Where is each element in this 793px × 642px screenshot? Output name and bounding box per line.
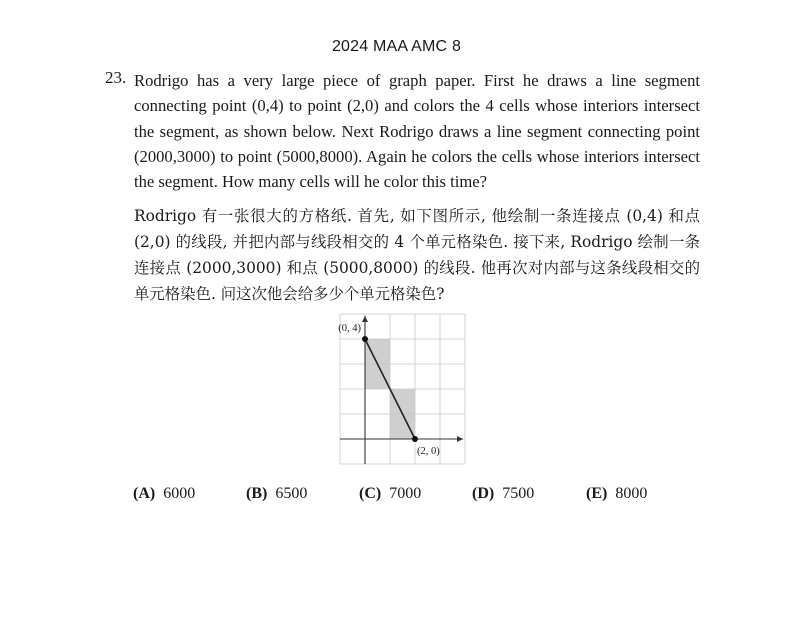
choice-b-label: (B): [246, 485, 268, 502]
answer-choices: [0, 485, 793, 507]
graph-figure: [332, 312, 494, 467]
shaded-cell: [390, 414, 415, 439]
y-axis-arrow: [362, 316, 368, 322]
choice-c-label: (C): [359, 485, 382, 502]
page-header: 2024 MAA AMC 8: [331, 38, 462, 55]
choice-a-value: 6000: [163, 485, 196, 502]
shaded-cell: [390, 389, 415, 414]
label-end-point: (2, 0): [417, 446, 440, 457]
x-axis-arrow: [457, 436, 463, 442]
problem-text-english: Rodrigo has a very large piece of graph paper. First he draws a line segment connecting point (0,4) to point (2,0) and colors the 4 cells whose interiors intersect the segment, as shown below. Next Rodrigo draws a line segment connecting point (2000,3000) to point (5000,8000). Again he colors the cells whose interiors intersect the segment. How many cells will he color this time?: [134, 71, 700, 192]
graph-svg: [332, 312, 494, 467]
choice-e-label: (E): [586, 485, 608, 502]
choice-c-value: 7000: [389, 485, 422, 502]
choice-d-value: 7500: [502, 485, 535, 502]
point-start: [362, 336, 368, 342]
choice-b[interactable]: [246, 485, 307, 503]
problem-text-chinese: Rodrigo 有一张很大的方格纸. 首先, 如下图所示, 他绘制一条连接点 (0,4) 和点 (2,0) 的线段, 并把内部与线段相交的 4 个单元格染色. 接下来, Rodrigo 绘制一条连接点 (2000,3000) 和点 (5000,8000) 的线段. 他再次对内部与这条线段相交的单元格染色. 问这次他会给多少个单元格染色?: [134, 207, 700, 303]
choice-c[interactable]: [359, 485, 421, 503]
label-start-point: (0, 4): [338, 323, 361, 334]
choice-a[interactable]: [133, 485, 195, 503]
choice-a-label: (A): [133, 485, 156, 502]
choice-b-value: 6500: [275, 485, 308, 502]
grid-lines: [340, 314, 465, 464]
choice-e-value: 8000: [615, 485, 648, 502]
choice-e[interactable]: [586, 485, 647, 503]
problem-number: 23.: [105, 68, 127, 87]
shaded-cell: [365, 364, 390, 389]
choice-d-label: (D): [472, 485, 495, 502]
shaded-cell: [365, 339, 390, 364]
choice-d[interactable]: [472, 485, 534, 503]
point-end: [412, 436, 418, 442]
